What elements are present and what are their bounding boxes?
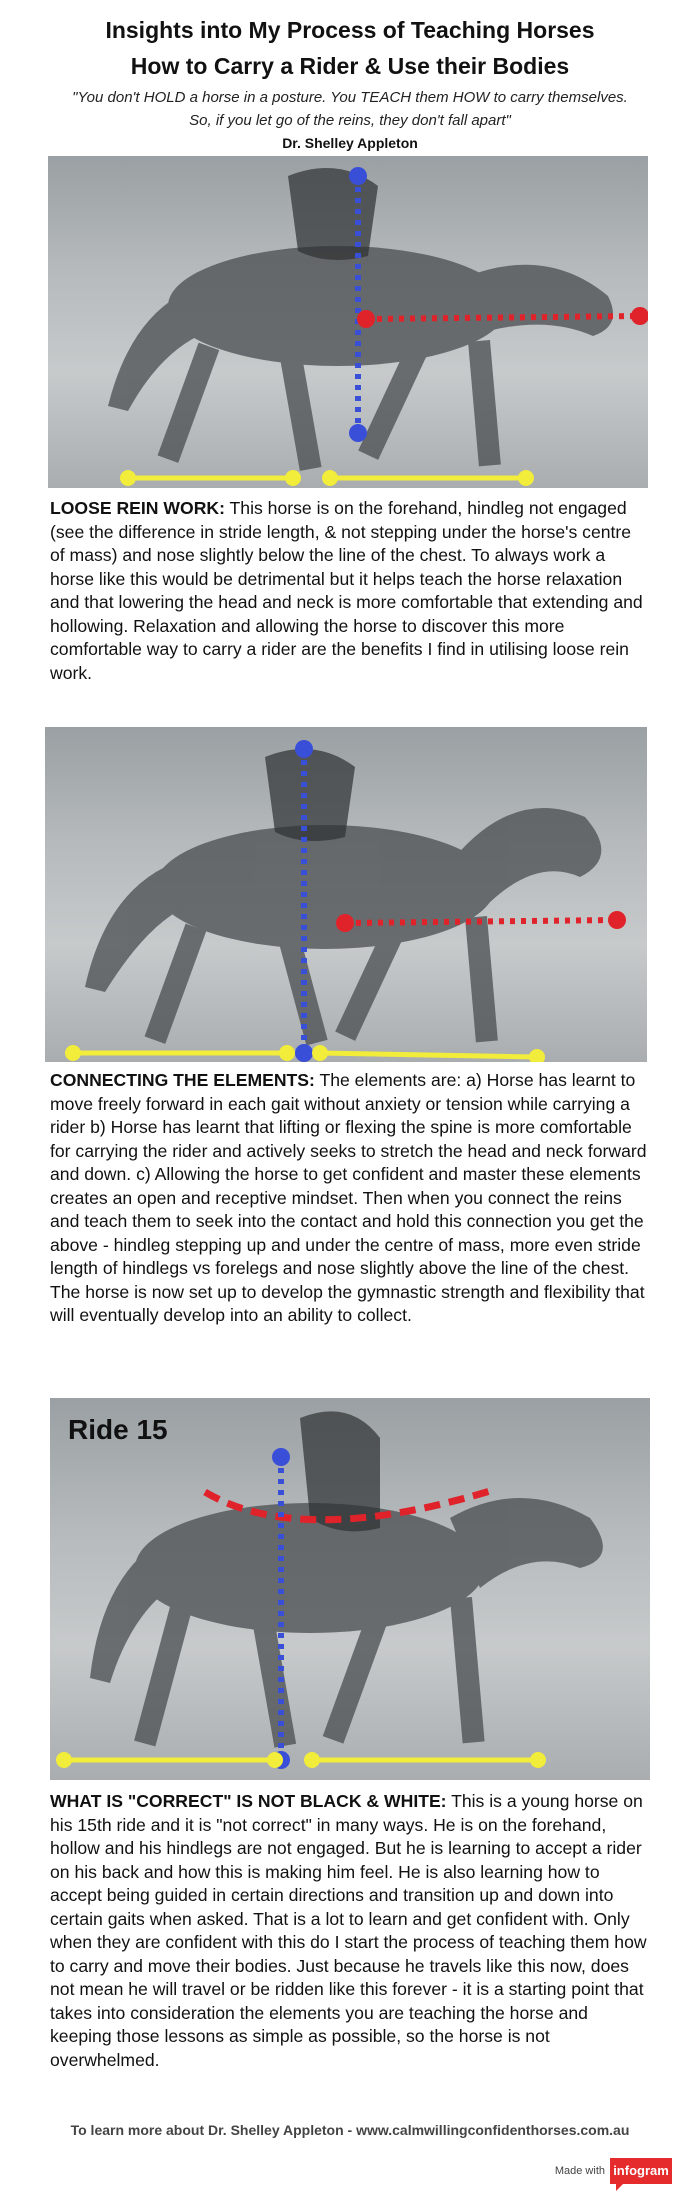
section-body: This horse is on the forehand, hindleg not engaged (see the difference in stride length, & not stepping under the horse's centre of mass) and nose slightly below the line of the chest. To always work a horse like this would be detrimental but it helps teach the horse relaxation and that lowering the head and neck is more comfortable that extending and hollowing. Relaxation and allowing the horse to discover this more comfortable way to carry a rider are the benefits I find in utilising loose rein work. — [50, 498, 643, 683]
section-correct-text — [50, 1790, 650, 2072]
section-heading: WHAT IS "CORRECT" IS NOT BLACK & WHITE: — [50, 1791, 447, 1811]
infogram-logo[interactable]: infogram — [610, 2158, 672, 2184]
horse-illustration-1 — [48, 156, 648, 488]
horse-illustration-2 — [45, 727, 647, 1062]
section-heading: CONNECTING THE ELEMENTS: — [50, 1070, 315, 1090]
section-loose-rein-text — [50, 497, 650, 685]
website-link[interactable]: To learn more about Dr. Shelley Appleton - www.calmwillingconfidenthorses.com.au — [70, 2122, 630, 2138]
ride-15-label: Ride 15 — [68, 1414, 168, 1445]
horse-photo-ride-15 — [50, 1398, 650, 1780]
horse-illustration-3 — [50, 1398, 650, 1780]
page-title-line2: How to Carry a Rider & Use their Bodies — [130, 53, 570, 79]
page-title-line1: Insights into My Process of Teaching Horses — [105, 17, 595, 43]
horse-photo-connecting — [45, 727, 647, 1062]
made-with-label: Made with — [554, 2165, 605, 2177]
section-heading: LOOSE REIN WORK: — [50, 498, 225, 518]
section-body: The elements are: a) Horse has learnt to move freely forward in each gait without anxiety or tension while carrying a rider b) Horse has learnt that lifting or flexing the spine is more comfortable for carrying the rider and actively seeks to stretch the head and neck forward and down. c) Allowing the horse to get confident and master these elements creates an open and receptive mindset. Then when you connect the reins and teach them to seek into the contact and hold this connection you get the above - hindleg stepping up and under the centre of mass, more even stride length of hindlegs vs forelegs and nose slightly above the line of the chest. The horse is now set up to develop the gymnastic strength and flexibility that will eventually develop into an ability to collect. — [50, 1070, 647, 1325]
header-quote: "You don't HOLD a horse in a posture. You TEACH them HOW to carry themselves. So, if you let go of the reins, they don't fall apart" — [72, 89, 628, 129]
section-connecting-text — [50, 1069, 650, 1328]
quote-author: Dr. Shelley Appleton — [282, 135, 418, 151]
section-body: This is a young horse on his 15th ride and it is "not correct" in many ways. He is on the forehand, hollow and his hindlegs are not engaged. But he is learning to accept a rider on his back and how this is making him feel. He is also learning how to accept being guided in certain directions and transition up and down into certain gaits when asked. That is a lot to learn and get confident with. Only when they are confident with this do I start the process of teaching them how to carry and move their bodies. Just because he travels like this now, does not mean he will travel or be ridden like this forever - it is a starting point that takes into consideration the elements you are teaching the horse and keeping those lessons as simple as possible, so the horse is not overwhelmed. — [50, 1791, 647, 2070]
horse-photo-loose-rein — [48, 156, 648, 488]
